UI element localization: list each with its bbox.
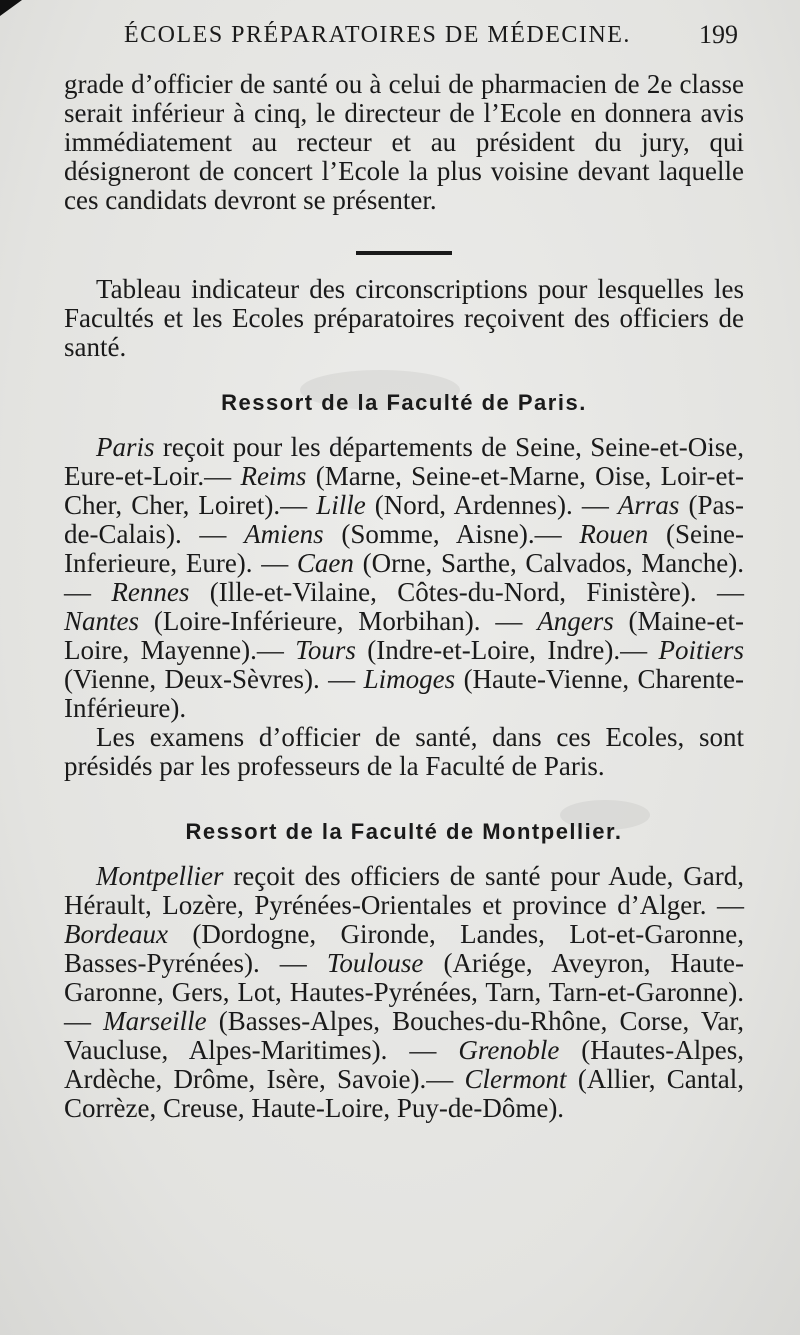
departments-text: (Allier, Cantal, Corrèze, Creuse, Haute-Loire, Puy-de-Dôme).	[64, 1064, 744, 1123]
city-name: Bordeaux	[64, 919, 168, 949]
departments-text: (Marne, Seine-et-Marne, Oise, Loir-et-Cher, Cher, Loiret).—	[64, 461, 745, 520]
section-title-paris: Ressort de la Faculté de Paris.	[221, 390, 587, 415]
city-name: Nantes	[64, 606, 140, 636]
paris-closing-paragraph: Les examens d’officier de santé, dans ces Ecoles, sont présidés par les professeurs de la Faculté de Paris.	[64, 722, 744, 781]
departments-text: (Haute-Vienne, Charente-Inférieure).	[64, 664, 744, 723]
departments-text: (Orne, Sarthe, Calvados, Manche). —	[64, 548, 744, 607]
city-name: Marseille	[103, 1006, 207, 1036]
paris-circumscription-paragraph	[64, 433, 744, 723]
city-name: Poitiers	[658, 635, 745, 665]
city-name: Clermont	[464, 1064, 567, 1094]
departments-text: (Dordogne, Gironde, Landes, Lot-et-Garonne, Basses-Pyrénées). —	[64, 919, 744, 978]
city-name: Limoges	[363, 664, 456, 694]
departments-text: (Loire-Inférieure, Morbihan). —	[139, 606, 538, 636]
running-header	[62, 20, 738, 50]
montpellier-circumscription-paragraph	[64, 862, 744, 1123]
city-name: Caen	[296, 548, 354, 578]
city-name: Reims	[240, 461, 307, 491]
city-name: Rennes	[111, 577, 190, 607]
city-name: Lille	[316, 490, 366, 520]
tableau-intro: Tableau indicateur des circonscriptions pour lesquelles les Facultés et les Ecoles préparatoires reçoivent des officiers de santé.	[64, 274, 744, 362]
departments-text: (Indre-et-Loire, Indre).—	[355, 635, 659, 665]
departments-text: (Nord, Ardennes). —	[365, 490, 618, 520]
continued-paragraph: grade d’officier de santé ou à celui de pharmacien de 2e classe serait inférieur à cinq, le directeur de l’Ecole en donnera avis immédiatement au recteur et au président du jury, qui désigneront de concert l’Ecole la plus voisine devant laquelle ces candidats devront se présenter.	[64, 69, 744, 215]
departments-text: (Seine-Inferieure, Eure). —	[64, 519, 744, 578]
city-name: Angers	[537, 606, 614, 636]
departments-text: (Basses-Alpes, Bouches-du-Rhône, Corse, Var, Vaucluse, Alpes-Maritimes). —	[64, 1006, 744, 1065]
departments-text: reçoit pour les départements de Seine, Seine-et-Oise, Eure-et-Loir.—	[64, 432, 744, 491]
section-title-montpellier: Ressort de la Faculté de Montpellier.	[185, 819, 623, 844]
city-name: Amiens	[244, 519, 324, 549]
page-number: 199	[699, 20, 738, 49]
departments-text: (Ariége, Aveyron, Haute-Garonne, Gers, Lot, Hautes-Pyrénées, Tarn, Tarn-et-Garonne). —	[64, 948, 745, 1036]
city-name: Rouen	[579, 519, 649, 549]
departments-text: (Somme, Aisne).—	[323, 519, 580, 549]
departments-text: (Vienne, Deux-Sèvres). —	[64, 664, 364, 694]
city-name: Tours	[295, 635, 356, 665]
departments-text: (Maine-et-Loire, Mayenne).—	[64, 606, 744, 665]
city-name: Toulouse	[326, 948, 424, 978]
page-corner-mark	[0, 0, 22, 16]
departments-text: (Ille-et-Vilaine, Côtes-du-Nord, Finistère). —	[189, 577, 744, 607]
page-body	[64, 70, 744, 1123]
running-title: ÉCOLES PRÉPARATOIRES DE MÉDECINE.	[124, 22, 631, 48]
city-name: Arras	[617, 490, 680, 520]
departments-text: reçoit des officiers de santé pour Aude, Gard, Hérault, Lozère, Pyrénées-Orientales et province d’Alger. —	[64, 861, 744, 920]
city-name: Grenoble	[458, 1035, 560, 1065]
section-divider	[356, 251, 452, 255]
departments-text: (Hautes-Alpes, Ardèche, Drôme, Isère, Savoie).—	[64, 1035, 744, 1094]
departments-text: (Pas-de-Calais). —	[64, 490, 744, 549]
city-name: Paris	[96, 432, 155, 462]
city-name: Montpellier	[96, 861, 224, 891]
